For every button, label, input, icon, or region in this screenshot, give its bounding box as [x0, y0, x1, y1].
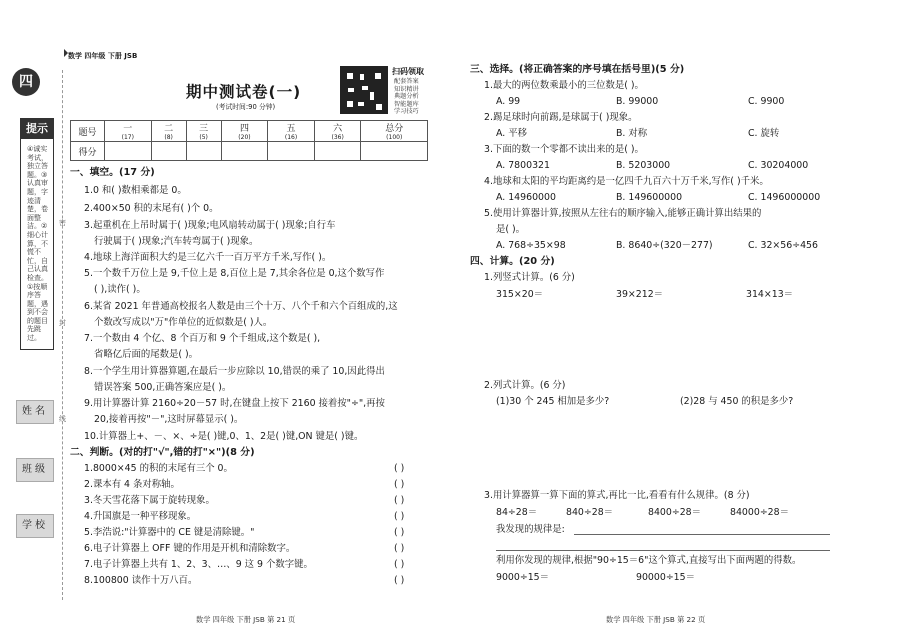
sub-question: 3.用计算器算一算下面的算式,再比一比,看看有什么规律。(8 分) — [484, 490, 750, 501]
question-line: 20,接着再按"－",这时屏幕显示( )。 — [94, 414, 244, 425]
calc-item: (2)28 与 450 的积是多少? — [680, 396, 794, 407]
answer-paren[interactable]: ( ) — [394, 543, 405, 554]
rule-note: 利用你发现的规律,根据"90÷15＝6"这个算式,直接写出下面两题的得数。 — [496, 555, 802, 566]
scan-item: 知识精讲 — [394, 85, 419, 93]
scan-item: 智能题库 — [394, 100, 419, 108]
exam-time: (考试时间:90 分钟) — [216, 103, 276, 111]
question-line: 10.计算器上+、－、×、÷是( )键,0、1、2是( )键,ON 键是( )键。 — [84, 431, 364, 442]
choice-option: A. 99 — [496, 96, 521, 107]
tag-arrow-icon — [64, 49, 68, 57]
table-cell: 二 — [164, 124, 174, 134]
answer-line[interactable] — [496, 550, 830, 551]
question-line: 错误答案 500,正确答案应是( )。 — [94, 382, 232, 393]
table-cell: 四 — [239, 124, 249, 134]
choice-option: A. 14960000 — [496, 192, 556, 203]
answer-paren[interactable]: ( ) — [394, 559, 405, 570]
scan-title: 扫码领取 — [392, 67, 424, 76]
choice-option: B. 8640÷(320－277) — [616, 240, 713, 251]
answer-paren[interactable]: ( ) — [394, 479, 405, 490]
choice-option: A. 7800321 — [496, 160, 550, 171]
publisher-logo: 四 — [12, 68, 40, 96]
subject-tag: 数学 四年级 下册 JSB — [68, 52, 138, 60]
question-line: 个数改写成以"万"作单位的近似数是( )人。 — [94, 317, 273, 328]
scan-item: 学习技巧 — [394, 108, 419, 116]
judge-item: 4.升国旗是一种平移现象。 — [84, 511, 197, 522]
question-line: ( ),读作( )。 — [94, 284, 146, 295]
class-label: 班级 — [16, 458, 54, 482]
table-cell: 六 — [333, 124, 343, 134]
table-cell: 总分 — [385, 124, 404, 134]
choice-option: B. 99000 — [616, 96, 659, 107]
name-label: 姓名 — [16, 400, 54, 424]
score-cell[interactable] — [314, 142, 361, 161]
calc-item: 39×212＝ — [616, 289, 664, 300]
judge-item: 3.冬天雪花落下属于旋转现象。 — [84, 495, 215, 506]
question-line: 9.用计算器计算 2160÷20－57 时,在键盘上按下 2160 接着按"÷",再按 — [84, 398, 385, 409]
judge-item: 6.电子计算器上 OFF 键的作用是开机和清除数字。 — [84, 543, 296, 554]
sub-question: 1.列竖式计算。(6 分) — [484, 272, 575, 283]
judge-item: 5.李浩说:"计算器中的 CE 键是清除键。" — [84, 527, 255, 538]
judge-item: 8.100800 读作十万八百。 — [84, 575, 198, 586]
table-cell: 一 — [123, 124, 133, 134]
question-line: 6.某省 2021 年普通高校报名人数是由三个十万、八个千和六个百组成的,这 — [84, 301, 398, 312]
answer-paren[interactable]: ( ) — [394, 495, 405, 506]
question-line: 行驶属于( )现象;汽车转弯属于( )现象。 — [94, 236, 259, 247]
choice-option: B. 对称 — [616, 128, 648, 139]
sub-question: 2.列式计算。(6 分) — [484, 380, 566, 391]
points: (20) — [238, 134, 251, 141]
choice-option: C. 9900 — [748, 96, 785, 107]
cut-mark: 线 — [59, 415, 66, 423]
judge-item: 1.8000×45 的积的末尾有三个 0。 — [84, 463, 233, 474]
section-title: 二、判断。(对的打"√",错的打"×")(8 分) — [70, 447, 255, 458]
choice-question: 3.下面的数一个零都不读出来的是( )。 — [484, 144, 644, 155]
choice-question: 1.最大的两位数乘最小的三位数是( )。 — [484, 80, 644, 91]
table-cell: 三 — [199, 124, 209, 134]
tips-title: 提示 — [21, 119, 53, 139]
choice-option: A. 平移 — [496, 128, 527, 139]
answer-paren[interactable]: ( ) — [394, 527, 405, 538]
school-label: 学校 — [16, 514, 54, 538]
score-cell[interactable] — [105, 142, 152, 161]
tips-text: ④诚实考试，独立答题。③认真审题，字迹清楚，卷面整洁。②细心计算，不慌不忙，自己认真检查。①按顺序答题，遇到不会的题目先跳过。 — [27, 145, 48, 343]
choice-option: B. 149600000 — [616, 192, 683, 203]
points: (16) — [284, 134, 298, 141]
calc-item: 8400÷28＝ — [648, 507, 702, 518]
answer-paren[interactable]: ( ) — [394, 511, 405, 522]
calc-item: 840÷28＝ — [566, 507, 614, 518]
table-cell: 五 — [286, 124, 296, 134]
choice-question-cont: 是( )。 — [496, 224, 526, 235]
rule-label: 我发现的规律是: — [496, 524, 565, 535]
scan-item: 配套答案 — [394, 78, 419, 85]
score-cell[interactable] — [186, 142, 221, 161]
points: (17) — [121, 134, 134, 141]
cut-mark: 密 — [59, 219, 66, 227]
question-line: 省略亿后面的尾数是( )。 — [94, 349, 199, 360]
section-title: 三、选择。(将正确答案的序号填在括号里)(5 分) — [470, 64, 685, 75]
calc-item: 90000÷15＝ — [636, 572, 695, 583]
choice-option: C. 旋转 — [748, 128, 780, 139]
question-line: 5.一个数千万位上是 9,千位上是 8,百位上是 7,其余各位是 0,这个数写作 — [84, 268, 385, 279]
calc-item: (1)30 个 245 相加是多少? — [496, 396, 610, 407]
scan-items — [394, 78, 419, 116]
section-title: 四、计算。(20 分) — [470, 256, 555, 267]
calc-item: 314×13＝ — [746, 289, 794, 300]
points: (5) — [199, 134, 208, 141]
answer-paren[interactable]: ( ) — [394, 575, 405, 586]
calc-item: 84000÷28＝ — [730, 507, 789, 518]
points: (36) — [331, 134, 344, 141]
choice-question: 4.地球和太阳的平均距离约是一亿四千九百六十万千米,写作( )千米。 — [484, 176, 769, 187]
table-cell: 得分 — [78, 147, 97, 158]
page-footer-left: 数学 四年级 下册 JSB 第 21 页 — [196, 615, 296, 624]
calc-item: 315×20＝ — [496, 289, 544, 300]
scan-item: 典题分析 — [394, 93, 419, 101]
choice-question: 5.使用计算器计算,按照从左往右的顺序输入,能够正确计算出结果的 — [484, 208, 762, 219]
question-line: 2.400×50 积的末尾有( )个 0。 — [84, 203, 219, 214]
score-table — [70, 120, 428, 161]
choice-option: C. 30204000 — [748, 160, 809, 171]
answer-paren[interactable]: ( ) — [394, 463, 405, 474]
judge-item: 7.电子计算器上共有 1、2、3、…、9 这 9 个数字键。 — [84, 559, 313, 570]
table-cell: 题号 — [78, 127, 97, 138]
calc-item: 9000÷15＝ — [496, 572, 550, 583]
score-cell[interactable] — [221, 142, 268, 161]
choice-question: 2.踢足球时向前踢,是球属于( )现象。 — [484, 112, 638, 123]
judge-item: 2.课本有 4 条对称轴。 — [84, 479, 180, 490]
page-footer-right: 数学 四年级 下册 JSB 第 22 页 — [606, 615, 706, 624]
points: (100) — [386, 134, 403, 141]
page-title: 期中测试卷(一) — [186, 83, 302, 101]
question-line: 4.地球上海洋面积大约是三亿六千一百万平方千米,写作( )。 — [84, 252, 332, 263]
left-sidebar — [0, 0, 64, 636]
qr-code[interactable] — [340, 66, 388, 114]
cut-mark: 封 — [59, 319, 66, 327]
points: (8) — [164, 134, 173, 141]
table-row — [71, 121, 428, 142]
table-row — [71, 142, 428, 161]
score-cell[interactable] — [151, 142, 186, 161]
question-line: 3.起重机在上吊时属于( )现象;电风扇转动属于( )现象;自行车 — [84, 220, 336, 231]
choice-option: B. 5203000 — [616, 160, 671, 171]
score-cell[interactable] — [361, 142, 428, 161]
section-title: 一、填空。(17 分) — [70, 167, 155, 178]
cut-line — [62, 70, 63, 600]
question-line: 1.0 和( )数相乘都是 0。 — [84, 185, 187, 196]
calc-item: 84÷28＝ — [496, 507, 538, 518]
choice-option: C. 32×56÷456 — [748, 240, 818, 251]
question-line: 8.一个学生用计算器算题,在最后一步应除以 10,错误的乘了 10,因此得出 — [84, 366, 385, 377]
choice-option: A. 768÷35×98 — [496, 240, 566, 251]
question-line: 7.一个数由 4 个亿、8 个百万和 9 个千组成,这个数是( ), — [84, 333, 321, 344]
score-cell[interactable] — [268, 142, 315, 161]
tips-box — [20, 118, 54, 350]
choice-option: C. 1496000000 — [748, 192, 821, 203]
answer-line[interactable] — [574, 534, 830, 535]
